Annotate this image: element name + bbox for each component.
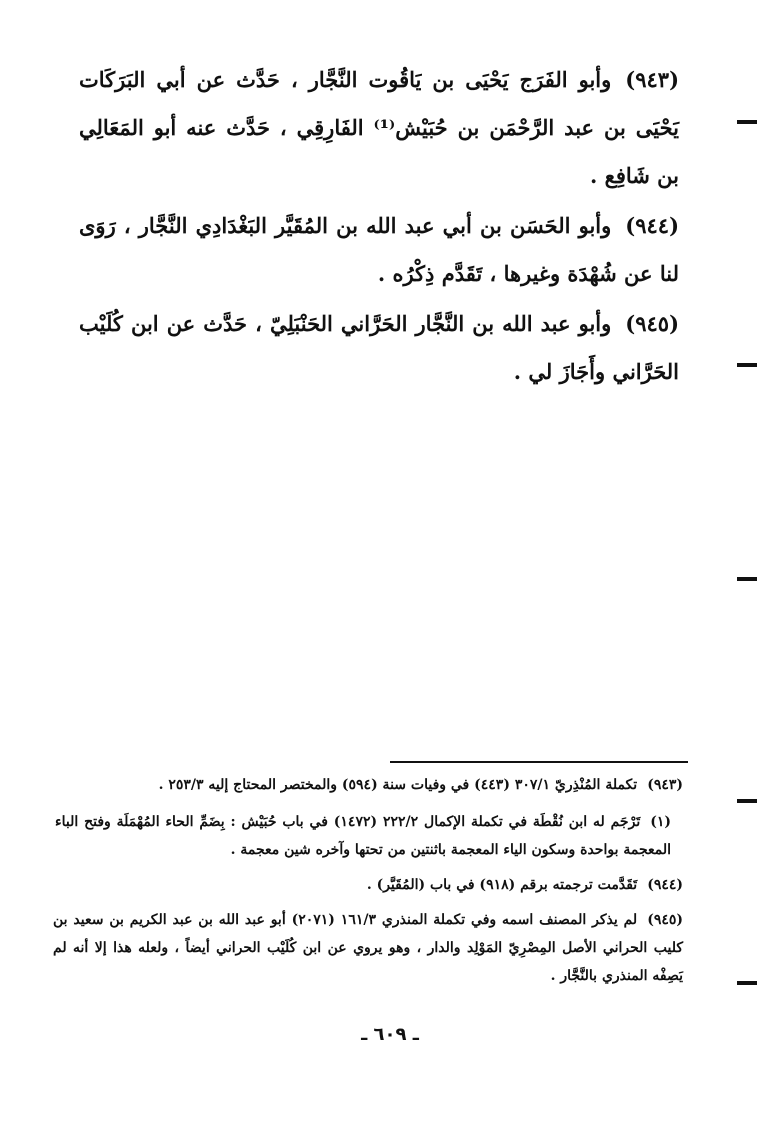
entry-943: [79, 56, 679, 200]
footnote-text: لم يذكر المصنف اسمه وفي تكملة المنذري ١٦١/٣ (٢٠٧١) أبو عبد الله بن عبد الكريم بن سعيد بن كليب الحراني الأصل المِصْرِيّ المَوْلِد والدار ، وهو يروي عن ابن كُلَيْب الحراني أيضاً ، ولعله هذا إلا أنه لم يَصِفْه المنذري بالنَّجَّار .: [53, 912, 683, 984]
footnote-1: [55, 808, 671, 864]
footnote-separator: [390, 761, 688, 763]
footnote-945: [53, 906, 683, 990]
entry-text: وأبو الحَسَن بن أبي عبد الله بن المُقَيَّر البَغْدَادِي النَّجَّار ، رَوَى لنا عن شُهْدَة وغيرها ، تَقَدَّم ذِكْرُه .: [79, 213, 679, 286]
footnote-number: (٩٤٣): [647, 777, 683, 793]
entry-number: (٩٤٣): [625, 67, 679, 92]
footnote-text: تكملة المُنْذِريّ ٣٠٧/١ (٤٤٣) في وفيات سنة (٥٩٤) والمختصر المحتاج إليه ٢٥٣/٣ .: [158, 777, 638, 793]
margin-mark: [737, 577, 757, 581]
footnote-944: [53, 871, 683, 899]
margin-mark: [737, 363, 757, 367]
footnote-943: [53, 771, 683, 799]
footnote-number: (١): [650, 814, 671, 830]
page-number: ـ ٦٠٩ ـ: [361, 1024, 419, 1045]
footnote-number: (٩٤٥): [647, 912, 684, 928]
entry-number: (٩٤٥): [625, 311, 679, 336]
entry-number: (٩٤٤): [625, 213, 679, 238]
entry-945: [79, 300, 679, 396]
footnote-text: تَقَدَّمت ترجمته برقم (٩١٨) في باب (المُقَيَّر) .: [366, 877, 638, 893]
margin-mark: [737, 981, 757, 985]
margin-mark: [737, 799, 757, 803]
footnote-number: (٩٤٤): [647, 877, 683, 893]
entry-text: وأبو الفَرَج يَحْيَى بن يَاقُوت النَّجَّار ، حَدَّث عن أبي البَرَكَات يَحْيَى بن عبد الرَّحْمَن بن حُبَيْش⁽¹⁾ الفَارِقِي ، حَدَّث عنه أبو المَعَالِي بن شَافِع .: [79, 67, 679, 188]
footnote-text: تَرْجَم له ابن نُقْطَة في تكملة الإكمال ٢٢٢/٢ (١٤٧٢) في باب حُبَيْش : بِضَمِّ الحاء المُهْمَلَة وفتح الباء المعجمة بواحدة وسكون الياء المعجمة باثنتين من تحتها وآخره شين معجمة .: [55, 814, 671, 858]
entry-944: [79, 202, 679, 298]
entry-text: وأبو عبد الله بن النَّجَّار الحَرَّاني الحَنْبَلِيّ ، حَدَّث عن ابن كُلَيْب الحَرَّاني وأَجَازَ لي .: [79, 311, 679, 384]
margin-mark: [737, 120, 757, 124]
